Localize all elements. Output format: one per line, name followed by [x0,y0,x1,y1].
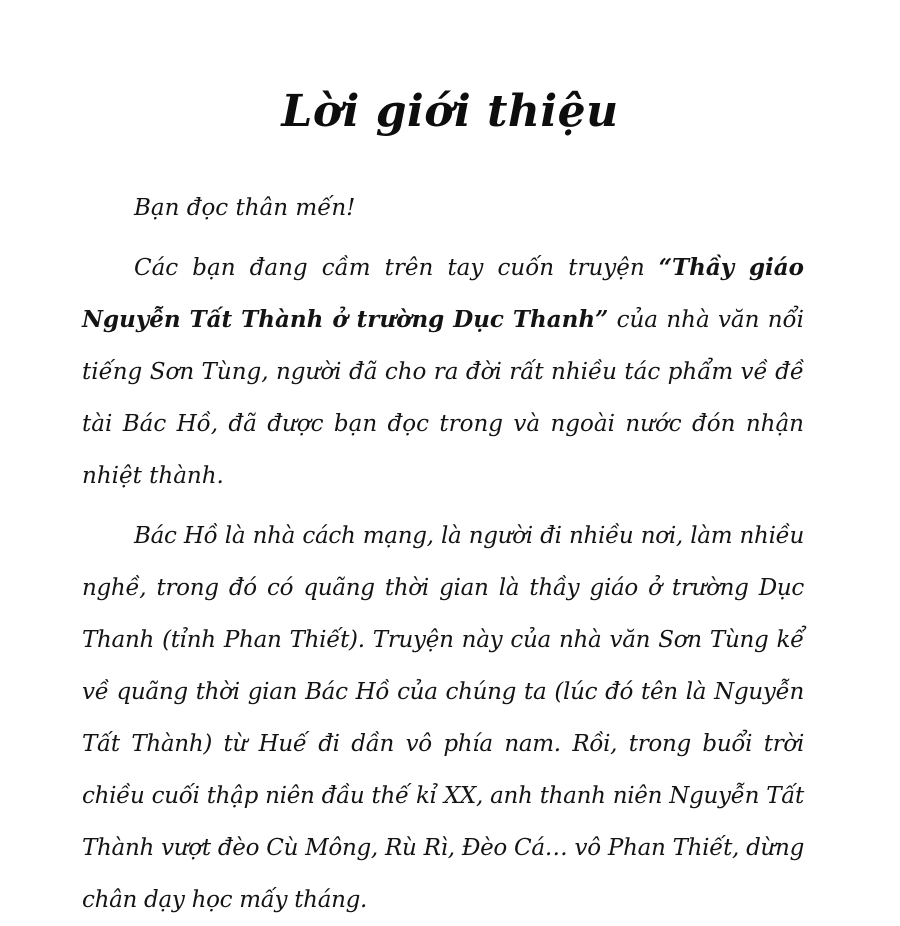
greeting-line: Bạn đọc thân mến! [134,195,356,221]
introduction-body [82,182,804,926]
paragraph-1-lead-text: Các bạn đang cầm trên tay cuốn truyện [134,255,659,281]
book-title: “Thầy giáo Nguyễn Tất Thành ở trường Dục Thanh” [82,254,805,333]
page-title: Lời giới thiệu [281,86,619,138]
intro-paragraph-1 [82,242,804,502]
intro-paragraph-2: Bác Hồ là nhà cách mạng, là người đi nhiều nơi, làm nhiều nghề, trong đó có quãng thời gian là thầy giáo ở trường Dục Thanh (tỉnh Phan Thiết). Truyện này của nhà văn Sơn Tùng kể về quãng thời gian Bác Hồ của chúng ta (lúc đó tên là Nguyễn Tất Thành) từ Huế đi dần vô phía nam. Rồi, trong buổi trời chiều cuối thập niên đầu thế kỉ XX, anh thanh niên Nguyễn Tất Thành vượt đèo Cù Mông, Rù Rì, Đèo Cá… vô Phan Thiết, dừng chân dạy học mấy tháng. [82,523,804,913]
paragraph-1-trailing-text: của nhà văn nổi tiếng Sơn Tùng, người đã cho ra đời rất nhiều tác phẩm về đề tài Bác Hồ, đã được bạn đọc trong và ngoài nước đón nhận nhiệt thành. [82,307,804,489]
